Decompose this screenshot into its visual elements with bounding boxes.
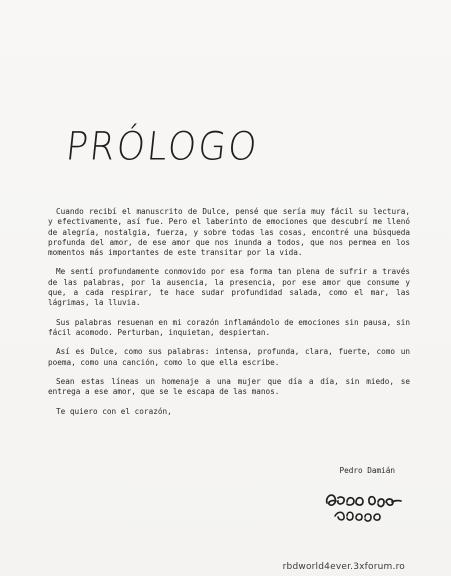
paragraph-1: Cuando recibí el manuscrito de Dulce, pensé que sería muy fácil su lectura, y efectivamente, así fue. Pero el laberinto de emociones que descubrí me llenó de alegría, nostalgia, fuerza, y sobre todas las cosas, encontré una búsqueda profunda del amor, de ese amor que nos inunda a todos, que nos permea en los momentos más importantes de este transitar por la vida. [48, 207, 410, 258]
watermark-text: rbdworld4ever.3xforum.ro [282, 562, 405, 572]
handwritten-signature-icon [323, 486, 413, 526]
paragraph-4: Así es Dulce, como sus palabras: intensa, profunda, clara, fuerte, como un poema, como una canción, como lo que ella escribe. [48, 347, 410, 367]
author-name: Pedro Damián [339, 466, 395, 475]
paragraph-5: Sean estas líneas un homenaje a una mujer que día a día, sin miedo, se entrega a ese amor, que se le escapa de las manos. [48, 376, 410, 397]
paragraph-6: Te quiero con el corazón, [56, 407, 172, 417]
paragraph-2: Me sentí profundamente conmovido por esa forma tan plena de sufrir a través de las palabras, por la ausencia, la presencia, por ese amor que consume y que, a cada respirar, te hace sudar profundidad salada, como el mar, las lágrimas, la lluvia. [48, 267, 410, 308]
paragraph-3: Sus palabras resuenan en mi corazón inflamándolo de emociones sin pausa, sin fácil acomodo. Perturban, inquietan, despiertan. [48, 317, 410, 337]
prologue-body [48, 207, 410, 427]
page-title: PRÓLOGO [63, 124, 261, 170]
